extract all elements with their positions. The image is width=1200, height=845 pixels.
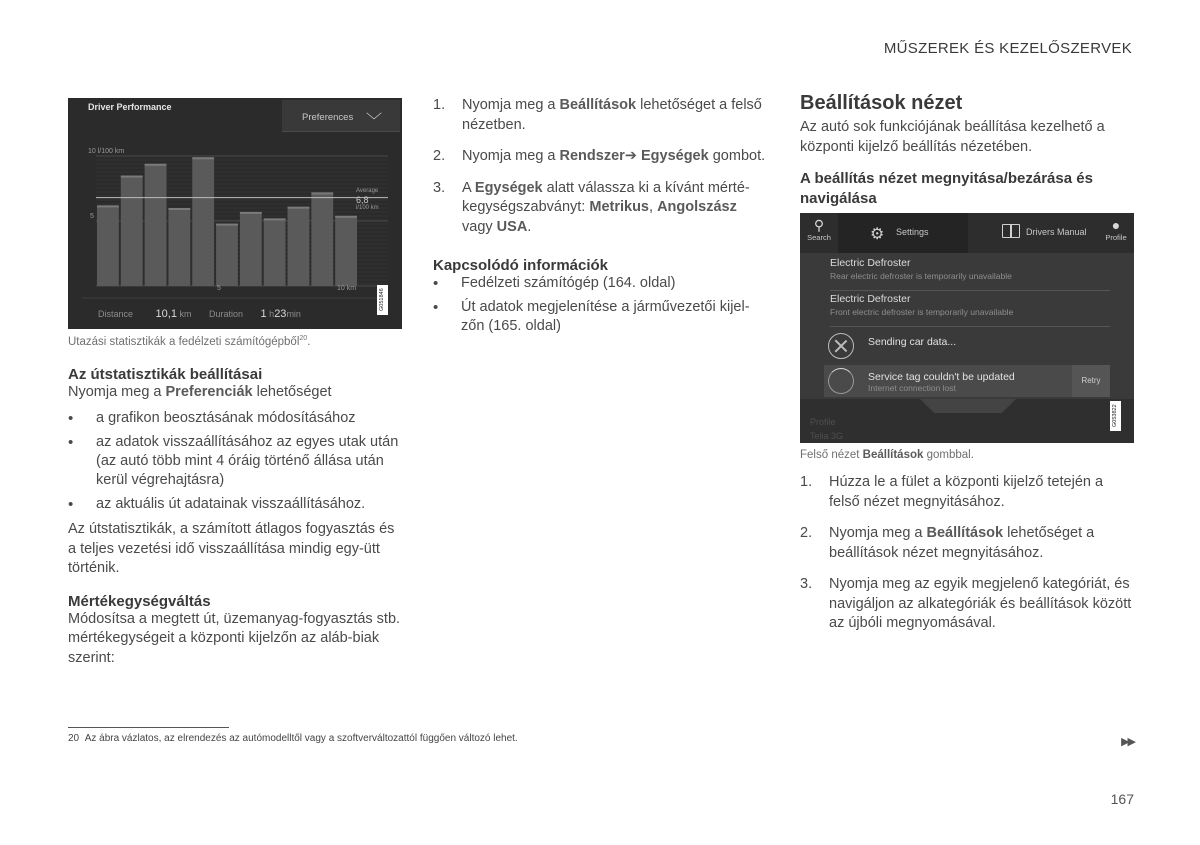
- arrow-right-icon: ➔: [624, 148, 637, 164]
- chart-bar-top: [240, 212, 262, 214]
- step-text: ,: [649, 199, 658, 215]
- gear-icon: ⚙: [870, 226, 885, 243]
- chart-bar: [264, 218, 286, 286]
- chart-bar-top: [264, 218, 286, 220]
- item-subtitle: Front electric defroster is temporarily unavailable: [830, 307, 1014, 317]
- footnote-divider: [68, 727, 229, 728]
- tab-search-label: Search: [807, 233, 831, 242]
- metrikus-keyword: Metrikus: [589, 199, 649, 215]
- caption-keyword: Beállítások: [862, 449, 924, 461]
- y-axis-unit: 10 l/100 km: [88, 148, 125, 155]
- step-number: 3.: [433, 179, 446, 196]
- egysegek-keyword: Egységek: [474, 179, 543, 196]
- units-paragraph: Módosítsa a megtett út, üzemanyag-fogyasztás stb. mértékegységeit a központi kijelzőn az aláb-biak szerint:: [68, 610, 401, 666]
- bullet-item: • a grafikon beosztásának módosításához: [68, 409, 402, 428]
- stats-heading: Az útstatisztikák beállításai: [68, 365, 263, 383]
- step-item: [433, 179, 768, 238]
- trip-stats: [98, 308, 388, 320]
- step-text: Húzza le a fület a központi kijelző tetején a felső nézet megnyitásához.: [829, 474, 1104, 510]
- tab-settings[interactable]: [838, 213, 968, 253]
- chart-bar: [192, 157, 214, 286]
- settings-screen: [800, 213, 1134, 443]
- footnote-number: 20: [68, 733, 80, 744]
- chart-bar-top: [192, 157, 214, 159]
- notification-service-tag: [824, 365, 1110, 397]
- profile-icon: ●: [1111, 217, 1121, 233]
- step-text: .: [527, 218, 532, 235]
- preferenciak-keyword: Preferenciák: [165, 383, 253, 400]
- units-steps: [433, 96, 768, 237]
- faded-text: Telia 3G: [810, 431, 844, 441]
- step-item: [800, 473, 1136, 512]
- average-label: [356, 188, 379, 212]
- left-column: [68, 98, 402, 668]
- chart-bar: [240, 212, 262, 286]
- settings-steps: [800, 473, 1136, 634]
- bullet-item: • az aktuális út adatainak visszaállításához.: [68, 495, 402, 514]
- intro-paragraph: Az autó sok funkciójának beállítása kezelhető a központi kijelző beállítás nézetében.: [800, 119, 1105, 155]
- tab-manual-label: Drivers Manual: [1026, 227, 1087, 237]
- book-icon: [1002, 224, 1020, 238]
- screen-title: Driver Performance: [88, 102, 172, 112]
- right-column: [800, 92, 1136, 634]
- chart-bar-top: [311, 192, 333, 194]
- caption-end: .: [307, 335, 311, 348]
- step-text: Nyomja meg a: [829, 525, 927, 541]
- step-item: [800, 575, 1136, 634]
- duration-hours-unit: h: [269, 309, 275, 319]
- related-link[interactable]: • Út adatok megjelenítése a járművezetői kijel-zőn (165. oldal): [433, 298, 768, 336]
- footnote: [68, 733, 518, 744]
- chart-bar: [121, 176, 143, 287]
- caption-text: Utazási statisztikák a fedélzeti számítógépből: [68, 335, 300, 348]
- spinner-icon: [828, 368, 854, 394]
- tab-drivers-manual[interactable]: [968, 213, 1098, 253]
- step-number: 2.: [800, 525, 813, 541]
- notification-subtitle: Internet connection lost: [868, 383, 956, 393]
- chart-bar: [335, 216, 357, 286]
- distance-value: 10,1: [155, 308, 177, 320]
- pull-tab-area: [800, 399, 1134, 443]
- beallitasok-keyword: Beállítások: [926, 525, 1004, 541]
- duration-hours: 1: [260, 308, 267, 320]
- step-text: lehetőséget a felső nézetben.: [462, 97, 762, 133]
- stats-bullets: [68, 409, 402, 514]
- x-tick-10: 10 km: [337, 285, 357, 292]
- chart-bar-top: [216, 224, 238, 226]
- step-item: [433, 96, 768, 135]
- beallitasok-keyword: Beállítások: [559, 97, 637, 113]
- step-text: alatt válassza ki a kívánt mérté-kegységszabványt:: [462, 179, 750, 215]
- bullet-item: • az adatok visszaállításához az egyes utak után (az autó több mint 4 óráig történő állása után kerül végrehajtásra): [68, 433, 402, 490]
- figure-caption: [68, 335, 402, 348]
- chart-bar-top: [288, 207, 310, 209]
- item-title: Electric Defroster: [830, 293, 911, 305]
- list-item[interactable]: [830, 293, 1110, 327]
- faded-text: Profile: [810, 417, 836, 427]
- list-item[interactable]: [830, 257, 1110, 291]
- chart-bar: [288, 207, 310, 286]
- notification-title: Service tag couldn't be updated: [868, 371, 1015, 383]
- related-links: [433, 274, 768, 336]
- step-text: lehetőséget a beállítások nézet megnyitásához.: [829, 525, 1095, 561]
- caption-text: gombbal.: [923, 449, 974, 461]
- navigation-heading: A beállítás nézet megnyitása/bezárása és navigálása: [800, 170, 1093, 207]
- step-text: gombot.: [708, 148, 766, 164]
- step-number: 3.: [800, 576, 813, 592]
- rendszer-keyword: Rendszer: [559, 148, 625, 164]
- chart-bar: [168, 208, 190, 286]
- cancel-icon[interactable]: [828, 333, 854, 359]
- chart-bar-top: [121, 176, 143, 178]
- caption-text: Felső nézet: [800, 449, 863, 461]
- related-link[interactable]: • Fedélzeti számítógép (164. oldal): [433, 274, 768, 293]
- chevron-down-icon: ﹀: [365, 113, 382, 130]
- chart-bar: [97, 205, 119, 286]
- step-text: Nyomja meg az egyik megjelenő kategóriát, és navigáljon az alkategóriák és beállítások között az újbóli megnyomásával.: [829, 576, 1132, 631]
- angolszasz-keyword: Angolszász: [657, 199, 737, 215]
- section-title: Beállítások nézet: [800, 92, 963, 114]
- chart-bar-top: [335, 216, 357, 218]
- duration-minutes: 23: [274, 308, 287, 320]
- x-tick-5: 5: [217, 285, 221, 292]
- image-code: G053822: [1110, 401, 1121, 431]
- fuel-consumption-chart: [68, 98, 402, 329]
- driver-performance-screen: [68, 98, 402, 329]
- y-tick-5: 5: [90, 213, 94, 220]
- stats-pre: Nyomja meg a: [68, 383, 166, 400]
- footnote-ref: 20: [299, 335, 308, 342]
- duration-minutes-unit: min: [286, 309, 301, 319]
- step-item: [433, 147, 768, 167]
- distance-label: Distance: [98, 309, 134, 319]
- distance-unit: km: [179, 309, 192, 319]
- middle-column: [433, 96, 768, 336]
- chart-bar: [145, 164, 167, 286]
- preferences-label: Preferences: [302, 112, 354, 123]
- step-text: A: [462, 179, 475, 196]
- average-unit: l/100 km: [356, 205, 379, 211]
- duration-label: Duration: [208, 309, 244, 319]
- image-code: G051846: [377, 285, 388, 315]
- usa-keyword: USA: [496, 218, 528, 235]
- item-title: Electric Defroster: [830, 257, 911, 269]
- search-icon: ⚲: [813, 217, 825, 233]
- tab-profile[interactable]: [1098, 213, 1134, 253]
- units-heading: Mértékegységváltás: [68, 592, 211, 610]
- stats-paragraph: [68, 383, 402, 403]
- reset-paragraph: Az útstatisztikák, a számított átlagos fogyasztás és a teljes vezetési idő visszaállítása mindig egy-ütt történik.: [68, 521, 395, 577]
- pull-down-tab[interactable]: [920, 399, 1016, 413]
- next-page-icon: ▶▶: [1121, 736, 1134, 748]
- step-text: vagy: [462, 218, 497, 235]
- step-number: 1.: [433, 97, 446, 113]
- chart-bar-top: [145, 164, 167, 166]
- step-text: Nyomja meg a: [462, 148, 560, 164]
- stats-post: lehetőséget: [252, 383, 332, 400]
- chart-bar-top: [97, 205, 119, 207]
- item-subtitle: Rear electric defroster is temporarily unavailable: [830, 271, 1012, 281]
- chart-bar: [216, 224, 238, 286]
- average-value: 6,8: [356, 195, 369, 205]
- egysegek-keyword: Egységek: [636, 148, 709, 164]
- preferences-button[interactable]: [282, 100, 400, 132]
- top-tab-bar: [800, 213, 1134, 253]
- chart-bar-top: [168, 208, 190, 210]
- step-item: [800, 524, 1136, 563]
- notification-text: Sending car data...: [868, 336, 957, 348]
- step-number: 2.: [433, 148, 446, 164]
- notification-sending: [824, 330, 1110, 362]
- average-title: Average: [356, 188, 379, 194]
- page-number: 167: [1110, 791, 1134, 807]
- figure-caption: [800, 449, 1136, 461]
- tab-profile-label: Profile: [1105, 233, 1127, 242]
- tab-search[interactable]: [800, 213, 838, 253]
- related-heading: Kapcsolódó információk: [433, 257, 609, 274]
- footnote-text: Az ábra vázlatos, az elrendezés az autómodelltől vagy a szoftverváltozattól függően változó lehet.: [84, 733, 518, 744]
- step-text: Nyomja meg a: [462, 97, 560, 113]
- chart-bar: [311, 192, 333, 286]
- section-header: MŰSZEREK ÉS KEZELŐSZERVEK: [883, 40, 1132, 57]
- step-number: 1.: [800, 474, 813, 490]
- tab-settings-label: Settings: [896, 227, 929, 237]
- retry-button[interactable]: Retry: [1072, 365, 1110, 397]
